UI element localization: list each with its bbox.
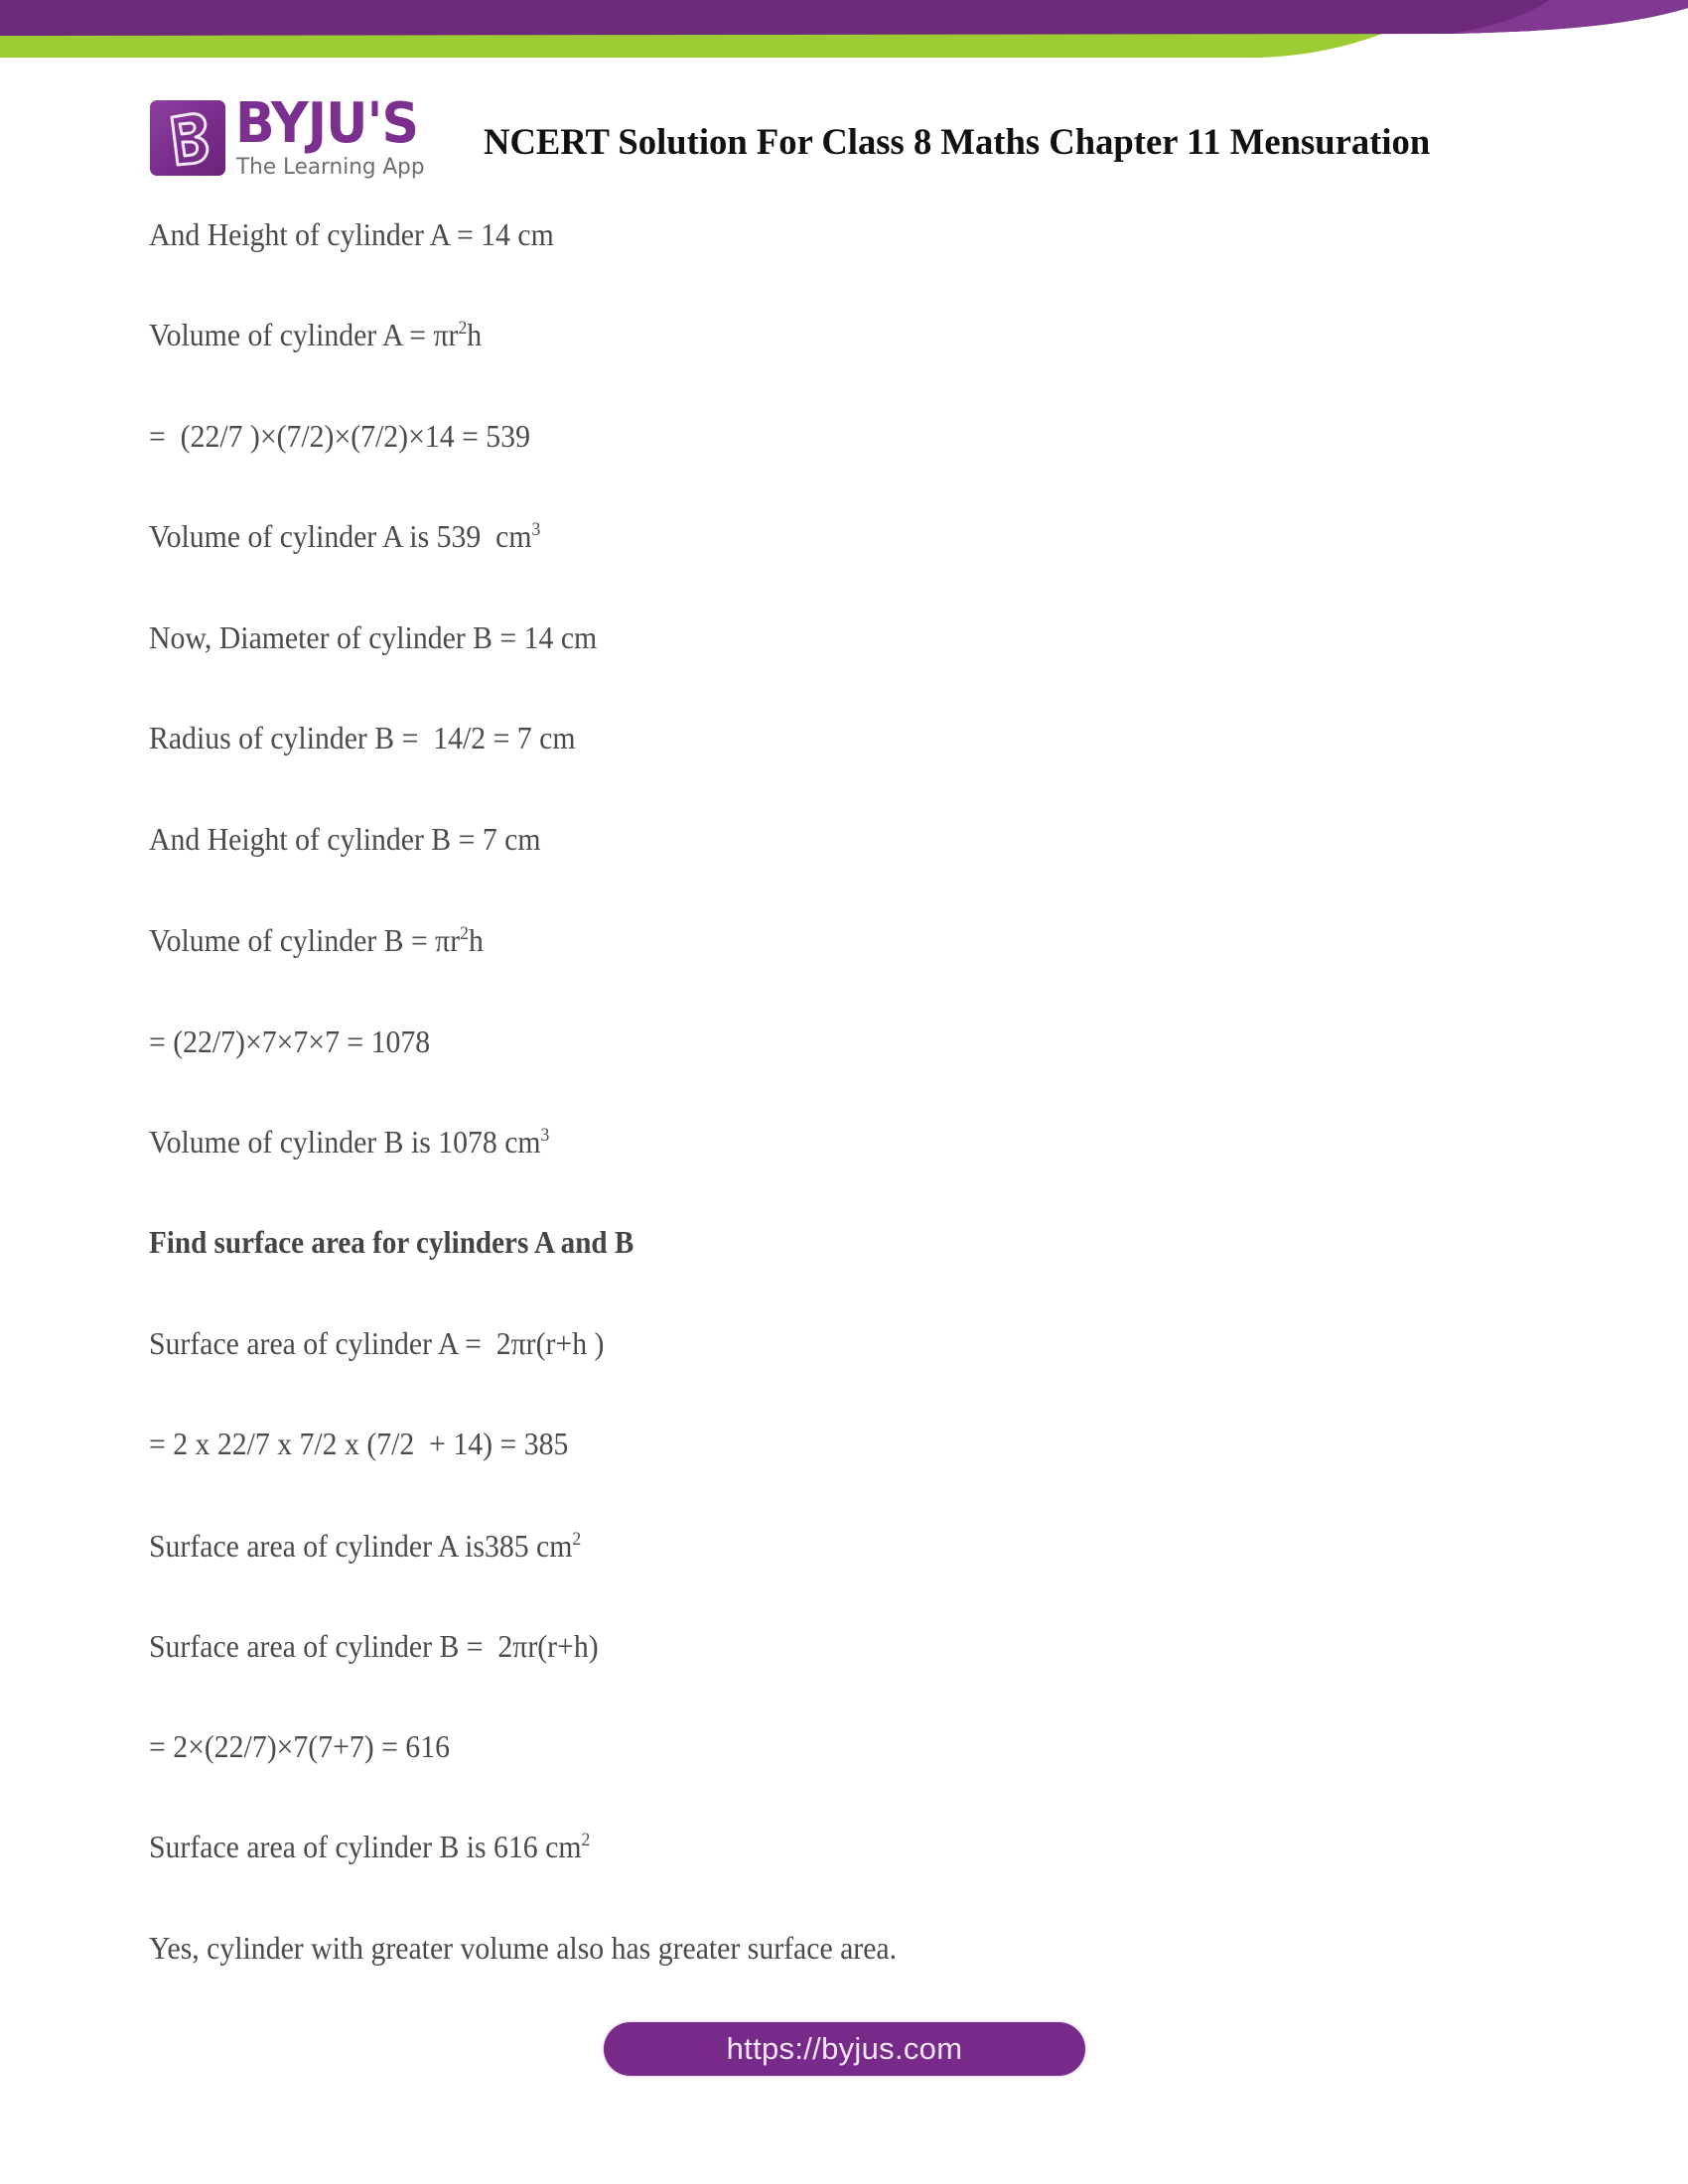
solution-line: Surface area of cylinder A is385 $cm^2$: [149, 1528, 582, 1564]
solution-line: And Height of cylinder B = 7 cm: [149, 821, 541, 857]
solution-line: Volume of cylinder $B = \pi r^2h$: [149, 922, 484, 958]
solution-line: = 2×(22/7)×7(7+7) = 616: [149, 1728, 450, 1764]
section-heading: Find surface area for cylinders A and B: [149, 1224, 634, 1260]
document-title: NCERT Solution For Class 8 Maths Chapter 11 Mensuration: [484, 122, 1431, 163]
website-link-text: https://byjus.com: [726, 2031, 963, 2066]
logo-tagline: The Learning App: [236, 155, 425, 180]
solution-line: Surface area of cylinder A = 2πr(r+h ): [149, 1325, 605, 1361]
solution-line: Volume of cylinder B is 1078 $cm^3$: [149, 1124, 550, 1160]
website-link-button[interactable]: [604, 2022, 1085, 2076]
solution-line: Now, Diameter of cylinder B = 14 cm: [149, 619, 598, 655]
solution-line: = 2 x 22/7 x 7/2 x (7/2 + 14) = 385: [149, 1426, 569, 1461]
solution-line: Volume of cylinder $A = \pi r^2h$: [149, 317, 483, 352]
header-decorative-band: [0, 0, 1688, 69]
conclusion-line: Yes, cylinder with greater volume also has greater surface area.: [149, 1930, 898, 1966]
logo-b-icon: [150, 100, 225, 176]
solution-line: And Height of cylinder A = 14 cm: [149, 216, 554, 252]
green-stripe: [0, 34, 1382, 58]
solution-line: = (22/7)×7×7×7 = 1078: [149, 1024, 431, 1059]
solution-line: Radius of cylinder B = 14/2 = 7 cm: [149, 720, 576, 755]
solution-line: = (22/7 )×(7/2)×(7/2)×14 = 539: [149, 418, 530, 454]
solution-line: Surface area of cylinder B = 2πr(r+h): [149, 1628, 599, 1664]
logo-wordmark: BYJU'S: [235, 91, 419, 156]
purple-stripe: [0, 0, 1688, 36]
solution-line: Volume of cylinder A is 539 $cm^3$: [149, 518, 541, 554]
byjus-logo: [150, 91, 438, 180]
solution-line: Surface area of cylinder B is 616 $cm^2$: [149, 1829, 591, 1864]
